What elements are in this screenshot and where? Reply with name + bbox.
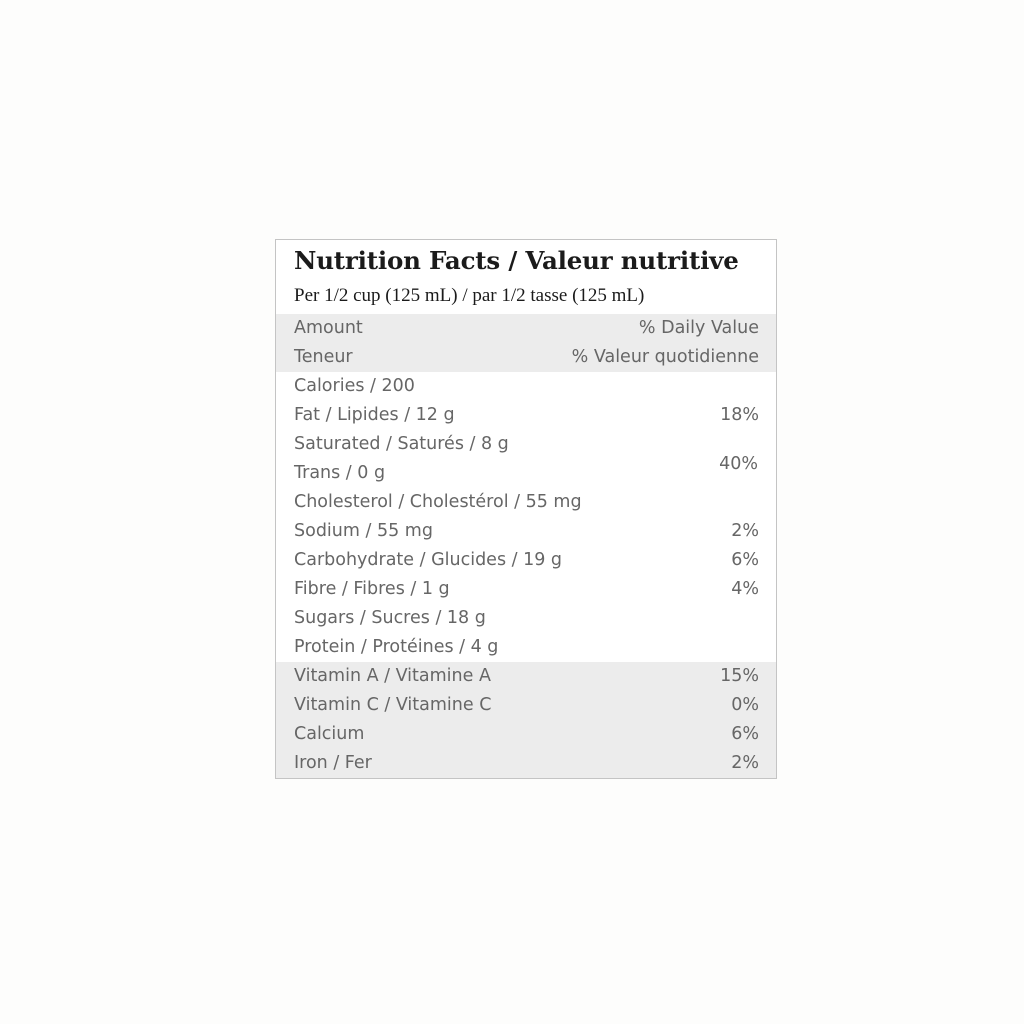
nutrient-name: Trans / 0 g xyxy=(294,463,386,483)
vitamin-name: Vitamin C / Vitamine C xyxy=(294,695,492,715)
vitamin-row-a xyxy=(294,662,759,691)
valeur-quotidienne-heading: % Valeur quotidienne xyxy=(571,347,759,367)
vitamin-dv: 0% xyxy=(731,695,759,715)
nutrient-row-cholesterol xyxy=(294,488,759,517)
nutrient-name: Fat / Lipides / 12 g xyxy=(294,405,455,425)
label-title: Nutrition Facts / Valeur nutritive xyxy=(294,246,739,275)
nutrient-name: Protein / Protéines / 4 g xyxy=(294,637,499,657)
amount-heading: Amount xyxy=(294,318,363,338)
vitamin-name: Iron / Fer xyxy=(294,753,372,773)
vitamin-row-c xyxy=(294,691,759,720)
vitamin-name: Vitamin A / Vitamine A xyxy=(294,666,491,686)
daily-value-heading: % Daily Value xyxy=(638,318,759,338)
vitamin-name: Calcium xyxy=(294,724,365,744)
vitamin-dv: 15% xyxy=(720,666,759,686)
saturated-trans-dv: 40% xyxy=(719,454,758,474)
nutrient-name: Cholesterol / Cholestérol / 55 mg xyxy=(294,492,582,512)
vitamin-row-iron xyxy=(294,749,759,778)
nutrient-dv: 2% xyxy=(731,521,759,541)
nutrient-row-calories xyxy=(294,372,759,401)
nutrient-dv: 18% xyxy=(720,405,759,425)
nutrient-row-sodium xyxy=(294,517,759,546)
nutrient-name: Fibre / Fibres / 1 g xyxy=(294,579,450,599)
vitamin-row-calcium xyxy=(294,720,759,749)
nutrient-row-trans xyxy=(294,459,759,488)
nutrient-row-protein xyxy=(294,633,759,662)
nutrient-name: Saturated / Saturés / 8 g xyxy=(294,434,509,454)
nutrient-dv: 4% xyxy=(731,579,759,599)
nutrient-name: Calories / 200 xyxy=(294,376,415,396)
serving-size: Per 1/2 cup (125 mL) / par 1/2 tasse (125 mL) xyxy=(294,285,645,306)
header-row-fr xyxy=(294,343,759,372)
nutrient-row-saturated xyxy=(294,430,759,459)
teneur-heading: Teneur xyxy=(294,347,353,367)
nutrient-name: Sugars / Sucres / 18 g xyxy=(294,608,486,628)
nutrient-dv: 6% xyxy=(731,550,759,570)
vitamin-dv: 2% xyxy=(731,753,759,773)
nutrition-facts-label xyxy=(275,239,777,779)
nutrient-row-carbohydrate xyxy=(294,546,759,575)
nutrient-row-fat xyxy=(294,401,759,430)
nutrient-row-fibre xyxy=(294,575,759,604)
vitamin-dv: 6% xyxy=(731,724,759,744)
header-row-en xyxy=(294,314,759,343)
nutrient-name: Carbohydrate / Glucides / 19 g xyxy=(294,550,563,570)
nutrient-name: Sodium / 55 mg xyxy=(294,521,433,541)
nutrient-row-sugars xyxy=(294,604,759,633)
